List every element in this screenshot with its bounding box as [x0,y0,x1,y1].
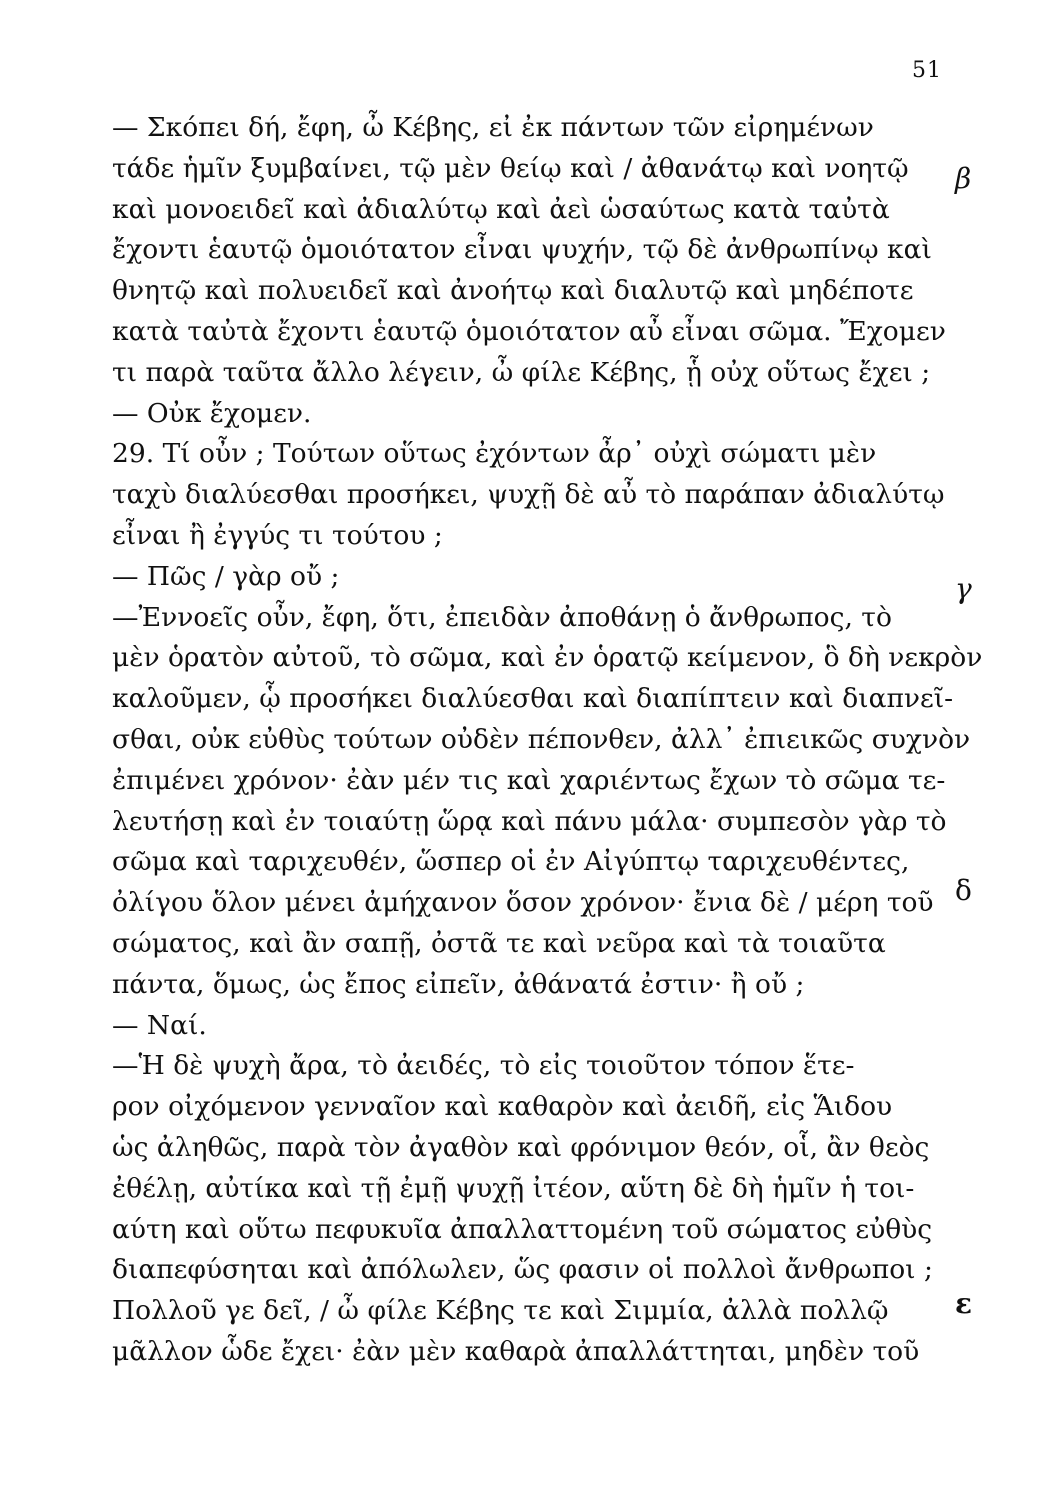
text-line: — Σκόπει δή, ἔφη, ὦ Κέβης, εἰ ἐκ πάντων τῶν εἰρημένων [112,112,874,143]
text-line: —Ἐννοεῖς οὖν, ἔφη, ὅτι, ἐπειδὰν ἀποθάνῃ ὁ ἄνθρωπος, τὸ [112,601,892,633]
text-line: εἶναι ἢ ἐγγύς τι τούτου ; [112,519,443,551]
text-line: σθαι, οὐκ εὐθὺς τούτων οὐδὲν πέπονθεν, ἀλλ᾽ ἐπιεικῶς συχνὸν [112,723,971,755]
text-line: τάδε ἡμῖν ξυμβαίνει, τῷ μὲν θείῳ καὶ / ἀθανάτῳ καὶ νοητῷ [112,152,909,184]
text-line: Πολλοῦ γε δεῖ, / ὦ φίλε Κέβης τε καὶ Σιμμία, ἀλλὰ πολλῷ [112,1295,889,1327]
text-line: πάντα, ὅμως, ὡς ἔπος εἰπεῖν, ἀθάνατά ἐστιν· ἢ οὔ ; [112,968,805,1000]
text-line: — Ναί. [112,1009,207,1041]
text-line: σῶμα καὶ ταριχευθέν, ὥσπερ οἱ ἐν Αἰγύπτῳ ταριχευθέντες, [112,846,910,878]
text-line: αύτη καὶ οὕτω πεφυκυῖα ἀπαλλαττομένη τοῦ σώματος εὐθὺς [112,1213,933,1245]
text-line: σώματος, καὶ ἂν σαπῇ, ὀστᾶ τε καὶ νεῦρα καὶ τὰ τοιαῦτα [112,927,886,959]
text-line: ἔχοντι ἑαυτῷ ὁμοιότατον εἶναι ψυχήν, τῷ δὲ ἀνθρωπίνῳ καὶ [112,234,932,266]
text-line: — Οὐκ ἔχομεν. [112,397,312,429]
page-number: 51 [912,58,942,83]
text-line: λευτήσῃ καὶ ἐν τοιαύτῃ ὥρᾳ καὶ πάνυ μάλα· συμπεσὸν γὰρ τὸ [112,805,947,837]
text-line: καλοῦμεν, ᾧ προσήκει διαλύεσθαι καὶ διαπίπτειν καὶ διαπνεῖ- [112,683,954,715]
margin-letter-epsilon: ε [955,1287,973,1320]
text-line: ἐθέλῃ, αὐτίκα καὶ τῇ ἐμῇ ψυχῇ ἰτέον, αὕτη δὲ δὴ ἡμῖν ἡ τοι- [112,1172,915,1204]
text-line: ἐπιμένει χρόνον· ἐὰν μέν τις καὶ χαριέντως ἔχων τὸ σῶμα τε- [112,764,946,796]
text-line: μὲν ὁρατὸν αὐτοῦ, τὸ σῶμα, καὶ ἐν ὁρατῷ κείμενον, ὃ δὴ νεκρὸν [112,642,983,674]
margin-letter-delta: δ [955,874,972,907]
text-line: 29. Τί οὖν ; Τούτων οὕτως ἐχόντων ἆρ᾽ οὐχὶ σώματι μὲν [112,438,877,470]
text-line: κατὰ ταὐτὰ ἔχοντι ἑαυτῷ ὁμοιότατον αὖ εἶναι σῶμα. Ἔχομεν [112,315,946,347]
text-line: καὶ μονοειδεῖ καὶ ἀδιαλύτῳ καὶ ἀεὶ ὡσαύτως κατὰ ταὐτὰ [112,193,890,225]
text-line: —Ἡ δὲ ψυχὴ ἄρα, τὸ ἀειδές, τὸ εἰς τοιοῦτον τόπον ἕτε- [112,1050,855,1082]
margin-letter-gamma: γ [955,572,972,605]
text-line: τι παρὰ ταῦτα ἄλλο λέγειν, ὦ φίλε Κέβης, ᾗ οὐχ οὕτως ἔχει ; [112,356,931,388]
text-line: διαπεφύσηται καὶ ἀπόλωλεν, ὥς φασιν οἱ πολλοὶ ἄνθρωποι ; [112,1254,933,1286]
text-line: — Πῶς / γὰρ οὔ ; [112,560,340,592]
text-line: μᾶλλον ὧδε ἔχει· ἐὰν μὲν καθαρὰ ἀπαλλάττηται, μηδὲν τοῦ [112,1335,920,1367]
body-text [112,108,983,1373]
text-line: θνητῷ καὶ πολυειδεῖ καὶ ἀνοήτῳ καὶ διαλυτῷ καὶ μηδέποτε [112,275,914,307]
text-line: ρον οἰχόμενον γενναῖον καὶ καθαρὸν καὶ ἀειδῆ, εἰς Ἅιδου [112,1091,893,1123]
text-line: ὀλίγου ὅλον μένει ἀμήχανον ὅσον χρόνον· ἔνια δὲ / μέρη τοῦ [112,887,934,919]
text-line: ὡς ἀληθῶς, παρὰ τὸν ἀγαθὸν καὶ φρόνιμον θεόν, οἷ, ἂν θεὸς [112,1131,930,1163]
text-line: ταχὺ διαλύεσθαι προσήκει, ψυχῇ δὲ αὖ τὸ παράπαν ἀδιαλύτῳ [112,479,945,511]
margin-letter-beta: β [955,162,972,195]
